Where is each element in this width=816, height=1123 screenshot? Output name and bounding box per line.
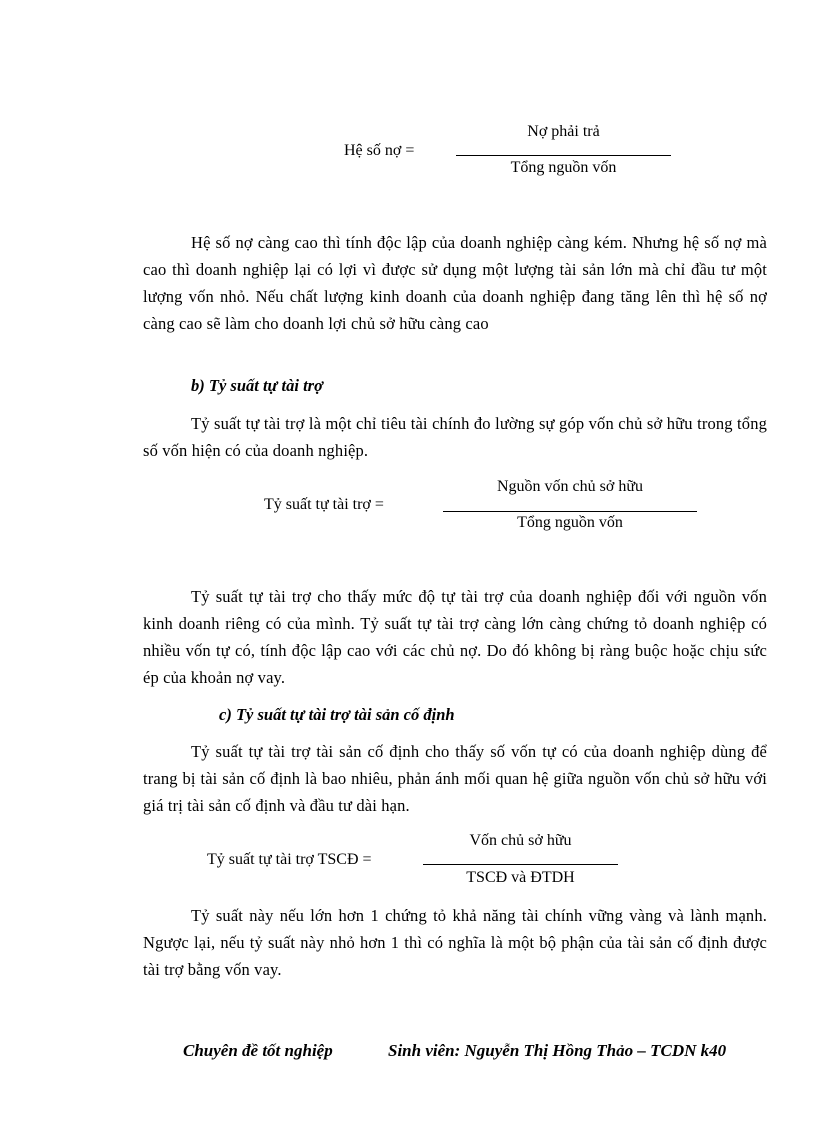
formula-debt-ratio-denominator: Tổng nguồn vốn bbox=[510, 159, 617, 176]
paragraph-self-financing-explanation: Tỷ suất tự tài trợ cho thấy mức độ tự tài trợ của doanh nghiệp đối với nguồn vốn kinh doanh riêng có của mình. Tỷ suất tự tài trợ càng lớn càng chứng tỏ doanh nghiệp có nhiều vốn tự có, tính độc lập cao với các chủ nợ. Do đó không bị ràng buộc hoặc chịu sức ép của khoản nợ vay. bbox=[143, 587, 767, 687]
paragraph-debt-ratio-explanation: Hệ số nợ càng cao thì tính độc lập của doanh nghiệp càng kém. Nhưng hệ số nợ mà cao thì doanh nghiệp lại có lợi vì được sử dụng một lượng tài sản lớn mà chỉ đầu tư một lượng vốn nhỏ. Nếu chất lượng kinh doanh của doanh nghiệp đang tăng lên thì hệ số nợ càng cao sẽ làm cho doanh lợi chủ sở hữu càng cao bbox=[143, 233, 767, 333]
formula-debt-ratio-label: Hệ số nợ = bbox=[344, 142, 415, 159]
formula-self-financing-denominator: Tổng nguồn vốn bbox=[517, 514, 623, 531]
formula-self-financing-numerator: Nguồn vốn chủ sở hữu bbox=[496, 478, 643, 495]
formula-self-financing-fraction-line bbox=[443, 511, 697, 512]
paragraph-fixed-asset-ratio-explanation: Tỷ suất này nếu lớn hơn 1 chứng tỏ khả năng tài chính vững vàng và lành mạnh. Ngược lại, nếu tỷ suất này nhỏ hơn 1 thì có nghĩa là một bộ phận của tài sản cố định được tài trợ bằng vốn vay. bbox=[143, 906, 767, 979]
heading-self-financing-ratio: b) Tỷ suất tự tài trợ bbox=[191, 376, 323, 395]
paragraph-self-financing-definition: Tỷ suất tự tài trợ là một chỉ tiêu tài chính đo lường sự góp vốn chủ sở hữu trong tổng số vốn hiện có của doanh nghiệp. bbox=[143, 414, 767, 460]
formula-debt-ratio-fraction-line bbox=[456, 155, 671, 156]
paragraph-fixed-asset-ratio-definition: Tỷ suất tự tài trợ tài sản cố định cho thấy số vốn tự có của doanh nghiệp dùng để trang bị tài sản cố định là bao nhiêu, phản ánh mối quan hệ giữa nguồn vốn chủ sở hữu với giá trị tài sản cố định và đầu tư dài hạn. bbox=[143, 742, 767, 815]
heading-fixed-asset-self-financing-ratio: c) Tỷ suất tự tài trợ tài sản cố định bbox=[219, 705, 455, 724]
formula-fixed-asset-ratio-numerator: Vốn chủ sở hữu bbox=[469, 832, 572, 849]
formula-fixed-asset-ratio-fraction-line bbox=[423, 864, 618, 865]
formula-fixed-asset-ratio-label: Tỷ suất tự tài trợ TSCĐ = bbox=[207, 851, 372, 868]
formula-self-financing-label: Tỷ suất tự tài trợ = bbox=[264, 496, 384, 513]
formula-fixed-asset-ratio-denominator: TSCĐ và ĐTDH bbox=[466, 869, 575, 886]
footer-document-type: Chuyên đề tốt nghiệp bbox=[183, 1041, 333, 1060]
footer-student-name: Sinh viên: Nguyễn Thị Hồng Thảo – TCDN k40 bbox=[388, 1041, 727, 1060]
formula-debt-ratio-numerator: Nợ phải trả bbox=[527, 123, 600, 140]
